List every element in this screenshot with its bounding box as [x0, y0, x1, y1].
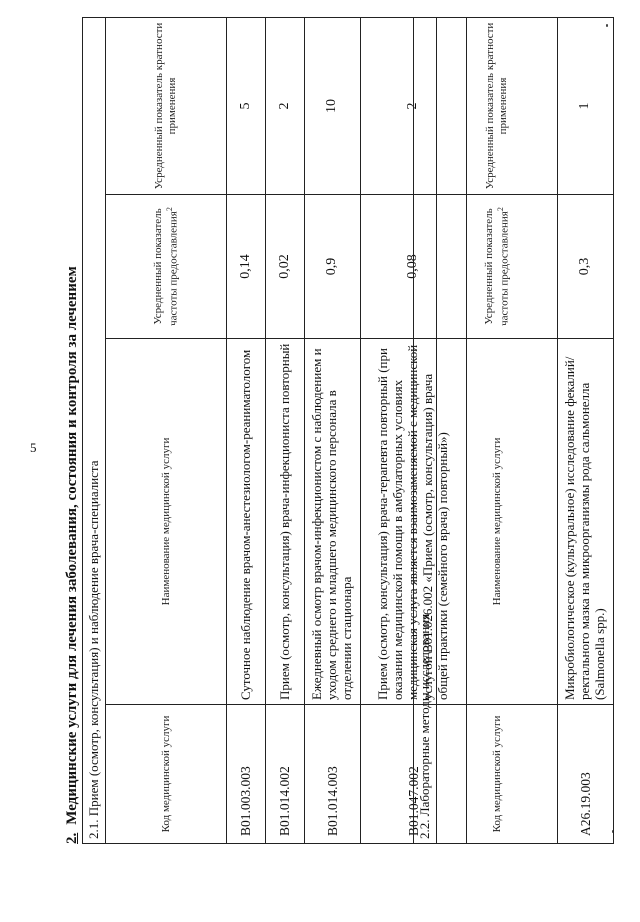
header-code: Код медицинской услуги: [106, 705, 227, 844]
multiplicity-value: 10: [305, 17, 361, 194]
header-code: Код медицинской услуги: [437, 705, 558, 844]
service-name: Ежедневный осмотр врачом-инфекционистом с наблюдением и уходом среднего и младшего медицинского персонала в отделении стационара: [305, 339, 361, 705]
table-row: [558, 17, 614, 843]
service-name: Прием (осмотр, консультация) врача-терапевта повторный (при оказании медицинской помощи в амбулаторных условиях медицинская услуга является взаимозаменяемой с медицинской услугой B01.026.002 «Прием (осмотр, консультация) врача общей практики (семейного врача) повторный»): [361, 339, 467, 705]
header-name: Наименование медицинской услуги: [106, 339, 227, 705]
section-heading: [64, 44, 81, 844]
header-name: Наименование медицинской услуги: [437, 339, 558, 705]
multiplicity-value: 2: [266, 17, 305, 194]
multiplicity-value: 2: [361, 17, 467, 194]
header-multiplicity: Усредненный показатель кратности применения: [437, 17, 558, 194]
service-code: В01.003.003: [227, 705, 266, 844]
section-number: 2.: [64, 832, 80, 844]
frequency-value: 0,02: [266, 195, 305, 339]
table-title: 2.1. Прием (осмотр, консультация) и наблюдение врача-специалиста: [83, 17, 106, 843]
service-code: В01.014.002: [266, 705, 305, 844]
frequency-value: 0,14: [227, 195, 266, 339]
frequency-value: 0,9: [305, 195, 361, 339]
table-row: [227, 17, 266, 843]
service-name: Суточное наблюдение врачом-анестезиологом-реаниматологом: [227, 339, 266, 705]
frequency-value: 0,08: [361, 195, 467, 339]
table-row: [305, 17, 361, 843]
service-code: А26.19.003: [558, 705, 614, 844]
services-table: [82, 17, 467, 844]
frequency-value: 0,3: [558, 195, 614, 339]
multiplicity-value: 5: [227, 17, 266, 194]
service-code: В01.014.003: [305, 705, 361, 844]
header-multiplicity: Усредненный показатель кратности применения: [106, 17, 227, 194]
multiplicity-value: 1: [558, 17, 614, 194]
table-row: [266, 17, 305, 843]
header-frequency: Усредненный показатель частоты предоставления$^2$: [437, 195, 558, 339]
services-table: [413, 17, 614, 844]
service-name: Микробиологическое (культуральное) исследование фекалий/ректального мазка на микроорганизмы рода сальмонелла (Salmonella spp.): [558, 339, 614, 705]
section-title: Медицинские услуги для лечения заболевания, состояния и контроля за лечением: [64, 266, 80, 825]
header-frequency: Усредненный показатель частоты предоставления$^2$: [106, 195, 227, 339]
service-name: Прием (осмотр, консультация) врача-инфекциониста повторный: [266, 339, 305, 705]
table-title: 2.2. Лабораторные методы исследования: [414, 17, 437, 843]
service-code: В01.047.002: [361, 705, 467, 844]
page-number: 5: [30, 440, 37, 455]
